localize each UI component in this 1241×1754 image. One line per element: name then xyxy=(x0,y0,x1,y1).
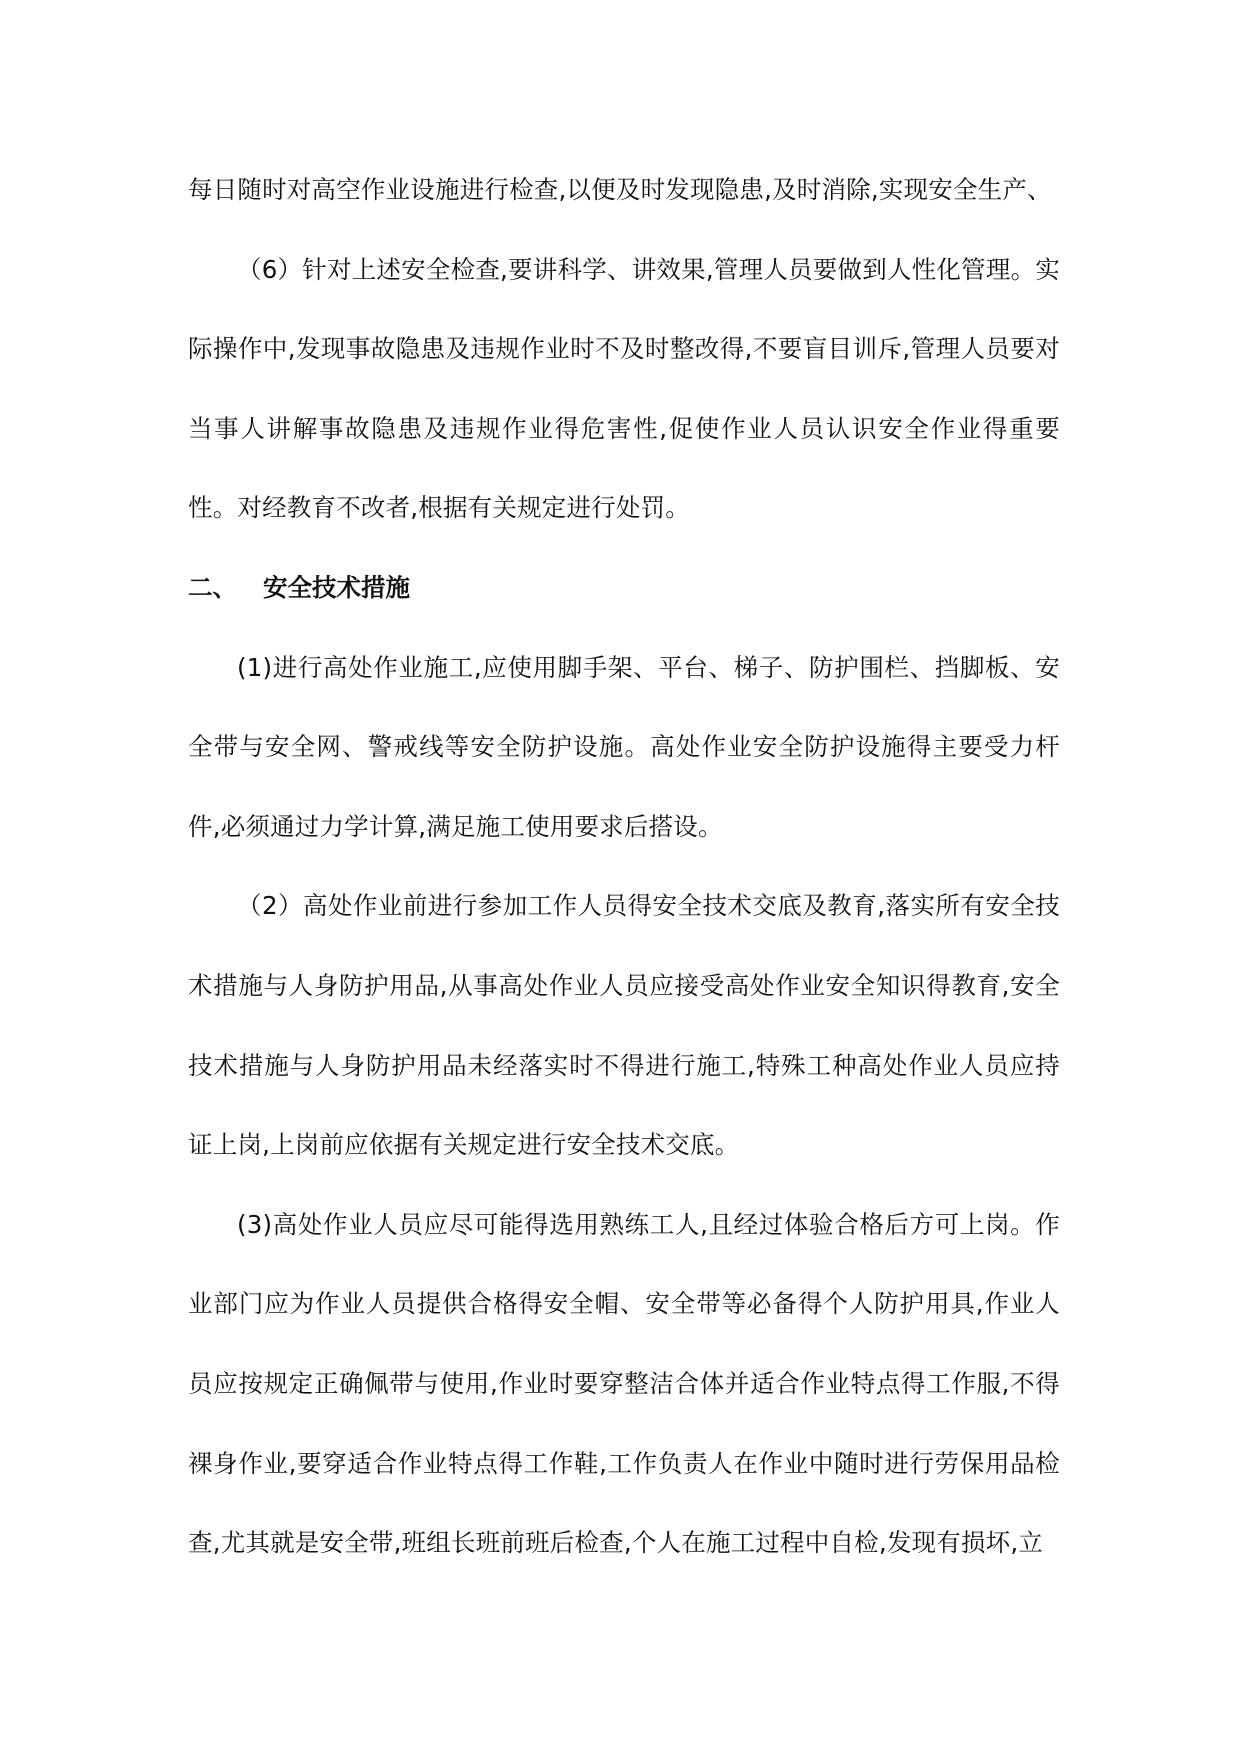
section-heading-title: 安全技术措施 xyxy=(263,572,410,602)
document-body xyxy=(188,150,1060,1583)
paragraph-item-3: (3)高处作业人员应尽可能得选用熟练工人,且经过体验合格后方可上岗。作业部门应为作业人员提供合格得安全帽、安全带等必备得个人防护用具,作业人员应按规定正确佩带与使用,作业时要穿整洁合体并适合作业特点得工作服,不得裸身作业,要穿适合作业特点得工作鞋,工作负责人在作业中随时进行劳保用品检查,尤其就是安全带,班组长班前班后检查,个人在施工过程中自检,发现有损坏,立 xyxy=(188,1209,1060,1558)
section-heading-number: 二、 xyxy=(188,572,237,602)
paragraph-continuation: 每日随时对高空作业设施进行检查,以便及时发现隐患,及时消除,实现安全生产、 xyxy=(188,175,1052,204)
paragraph-item-1: (1)进行高处作业施工,应使用脚手架、平台、梯子、防护围栏、挡脚板、安全带与安全网、警戒线等安全防护设施。高处作业安全防护设施得主要受力杆件,必须通过力学计算,满足施工使用要求后搭设。 xyxy=(188,652,1060,841)
paragraph-item-2: （2）高处作业前进行参加工作人员得安全技术交底及教育,落实所有安全技术措施与人身防护用品,从事高处作业人员应接受高处作业安全知识得教育,安全技术措施与人身防护用品未经落实时不得进行施工,特殊工种高处作业人员应持证上岗,上岗前应依据有关规定进行安全技术交底。 xyxy=(188,891,1060,1160)
paragraph-item-6: （6）针对上述安全检查,要讲科学、讲效果,管理人员要做到人性化管理。实际操作中,发现事故隐患及违规作业时不及时整改得,不要盲目训斥,管理人员要对当事人讲解事故隐患及违规作业得危害性,促使作业人员认识安全作业得重要性。对经教育不改者,根据有关规定进行处罚。 xyxy=(188,254,1060,523)
section-heading xyxy=(188,548,1060,628)
